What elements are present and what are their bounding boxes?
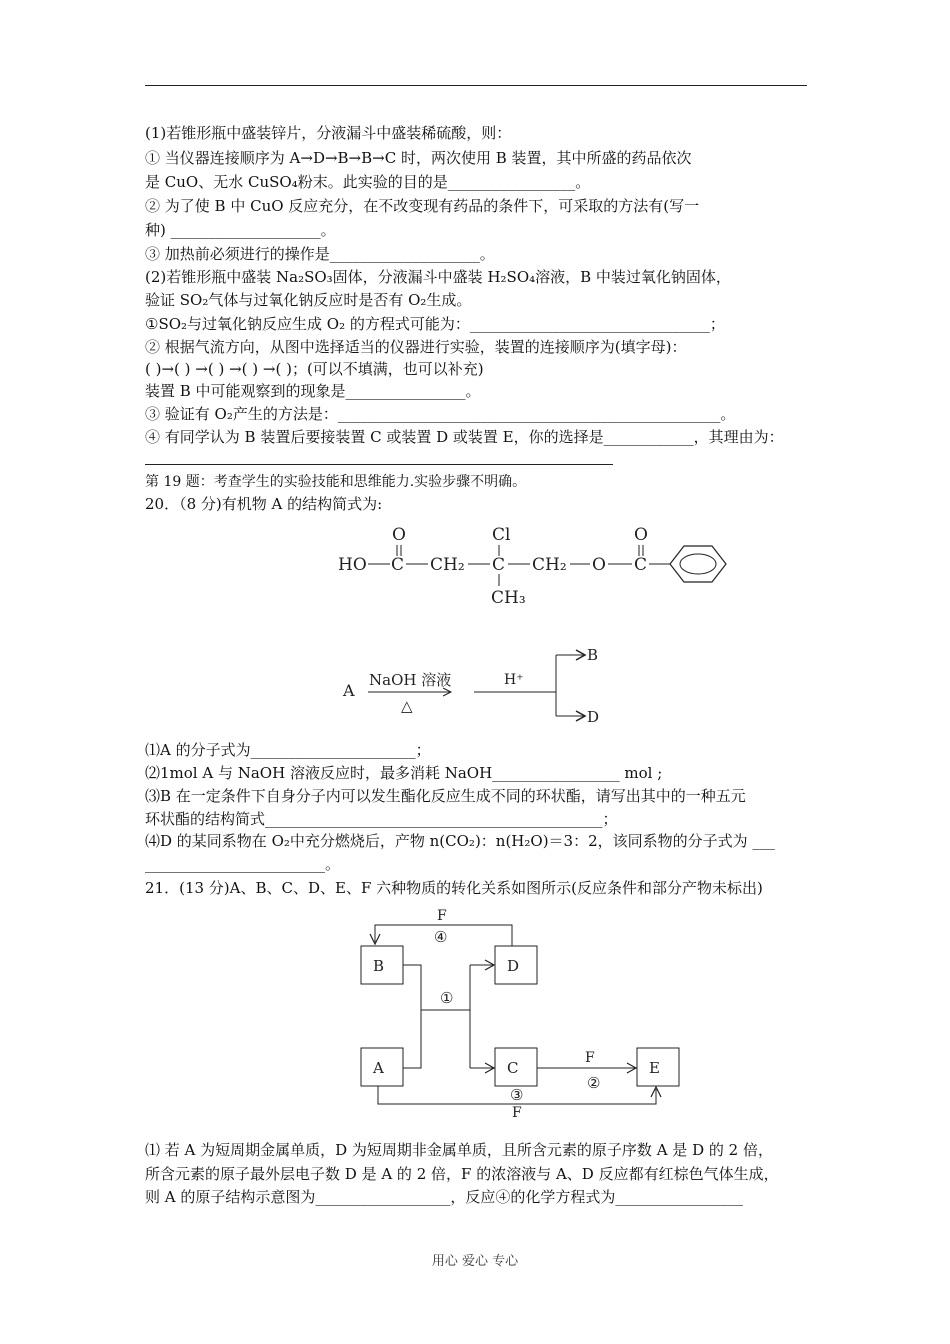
q21-sub-3: 则 A 的原子结构示意图为__________________，反应④的化学方程式为_________________ — [145, 1188, 743, 1206]
structural-formula — [338, 525, 726, 608]
conversion-diagram — [361, 908, 679, 1121]
scheme-a: A — [343, 681, 355, 700]
label-f-top: F — [437, 908, 447, 924]
q20-part-4a: ⑷D 的某同系物在 O₂中充分燃烧后，产物 n(CO₂)：n(H₂O)＝3：2，该同系物的分子式为 ___ — [145, 832, 775, 850]
scheme-acid: H⁺ — [504, 672, 524, 688]
q21-sub-1: ⑴ 若 A 为短周期金属单质，D 为短周期非金属单质，且所含元素的原子序数 A 是 D 的 2 倍， — [145, 1141, 773, 1159]
label-r2: ② — [587, 1074, 601, 1092]
box-d-label: D — [507, 957, 520, 975]
methylene-2: CH₂ — [532, 555, 567, 575]
q19-line-5: 种) ____________________。 — [145, 221, 336, 239]
methylene-1: CH₂ — [430, 555, 465, 575]
q19-line-3: 是 CuO、无水 CuSO₄粉末。此实验的目的是_________________。 — [145, 173, 591, 191]
q19-line-2: ① 当仪器连接顺序为 A→D→B→B→C 时，两次使用 B 装置，其中所盛的药品依次 — [145, 149, 692, 167]
q19-line-12: 装置 B 中可能观察到的现象是________________。 — [145, 382, 481, 400]
carbon-1: C — [391, 555, 405, 575]
ester-oxygen: O — [592, 555, 606, 575]
box-b-label: B — [373, 957, 385, 975]
box-c-label: C — [507, 1059, 519, 1077]
box-a-label: A — [373, 1059, 384, 1077]
label-r4: ④ — [434, 928, 448, 946]
q20-part-3b: 环状酯的结构简式_____________________________________________； — [145, 810, 618, 828]
carbonyl-oxygen-2: O — [634, 525, 648, 545]
q19-line-9: ①SO₂与过氧化钠反应生成 O₂ 的方程式可能为：________________________________； — [145, 315, 725, 333]
q19-line-13: ③ 验证有 O₂产生的方法是：___________________________________________________。 — [145, 405, 736, 423]
label-f-bot: F — [512, 1105, 522, 1121]
q19-note: 第 19 题：考查学生的实验技能和思维能力.实验步骤不明确。 — [145, 474, 527, 490]
methyl-group: CH₃ — [491, 588, 526, 608]
carbon-3: C — [634, 555, 648, 575]
q19-line-10: ② 根据气流方向，从图中选择适当的仪器进行实验，装置的连接顺序为(填字母)： — [145, 338, 687, 356]
q19-line-7: (2)若锥形瓶中盛装 Na₂SO₃固体，分液漏斗中盛装 H₂SO₄溶液，B 中装过氧化钠固体， — [145, 268, 731, 286]
scheme-heat: △ — [401, 697, 413, 715]
q20-part-4b: ________________________。 — [145, 855, 341, 873]
scheme-d: D — [587, 708, 600, 726]
q19-line-14: ④ 有同学认为 B 装置后要接装置 C 或装置 D 或装置 E，你的选择是____________，其理由为： — [145, 428, 784, 446]
carbonyl-oxygen-1: O — [392, 525, 406, 545]
benzene-ring-icon — [670, 546, 726, 582]
carbon-2: C — [492, 555, 506, 575]
q19-line-8: 验证 SO₂气体与过氧化钠反应时是否有 O₂生成。 — [145, 291, 472, 309]
q20-heading: 20．（8 分)有机物 A 的结构简式为: — [145, 495, 383, 513]
label-r3: ③ — [510, 1086, 524, 1104]
label-f-mid: F — [585, 1050, 595, 1066]
q21-heading: 21．(13 分)A、B、C、D、E、F 六种物质的转化关系如图所示(反应条件和部分产物未标出) — [145, 879, 763, 897]
scheme-reagent: NaOH 溶液 — [369, 671, 452, 689]
reaction-scheme — [342, 646, 599, 726]
q19-line-6: ③ 加热前必须进行的操作是____________________。 — [145, 245, 495, 263]
chlorine-atom: Cl — [492, 525, 511, 545]
q19-line-4: ② 为了使 B 中 CuO 反应充分，在不改变现有药品的条件下，可采取的方法有(写一 — [145, 197, 700, 215]
hydroxyl-group: HO — [338, 555, 367, 575]
q20-part-2: ⑵1mol A 与 NaOH 溶液反应时，最多消耗 NaOH_________________ mol ; — [145, 764, 663, 782]
q19-line-11: ( )→( ) →( ) →( ) →( )；(可以不填满，也可以补充) — [145, 360, 484, 378]
box-e-label: E — [649, 1059, 660, 1077]
q21-sub-2: 所含元素的原子最外层电子数 D 是 A 的 2 倍，F 的浓溶液与 A、D 反应都有红棕色气体生成， — [145, 1165, 779, 1183]
q20-part-1: ⑴A 的分子式为______________________； — [145, 741, 431, 759]
q19-line-1: (1)若锥形瓶中盛装锌片，分液漏斗中盛装稀硫酸，则： — [145, 124, 512, 142]
label-r1: ① — [440, 989, 454, 1007]
q20-part-3a: ⑶B 在一定条件下自身分子内可以发生酯化反应生成不同的环状酯，请写出其中的一种五元 — [145, 787, 746, 805]
page-footer: 用心 爱心 专心 — [431, 1254, 519, 1269]
scheme-b: B — [587, 646, 599, 664]
